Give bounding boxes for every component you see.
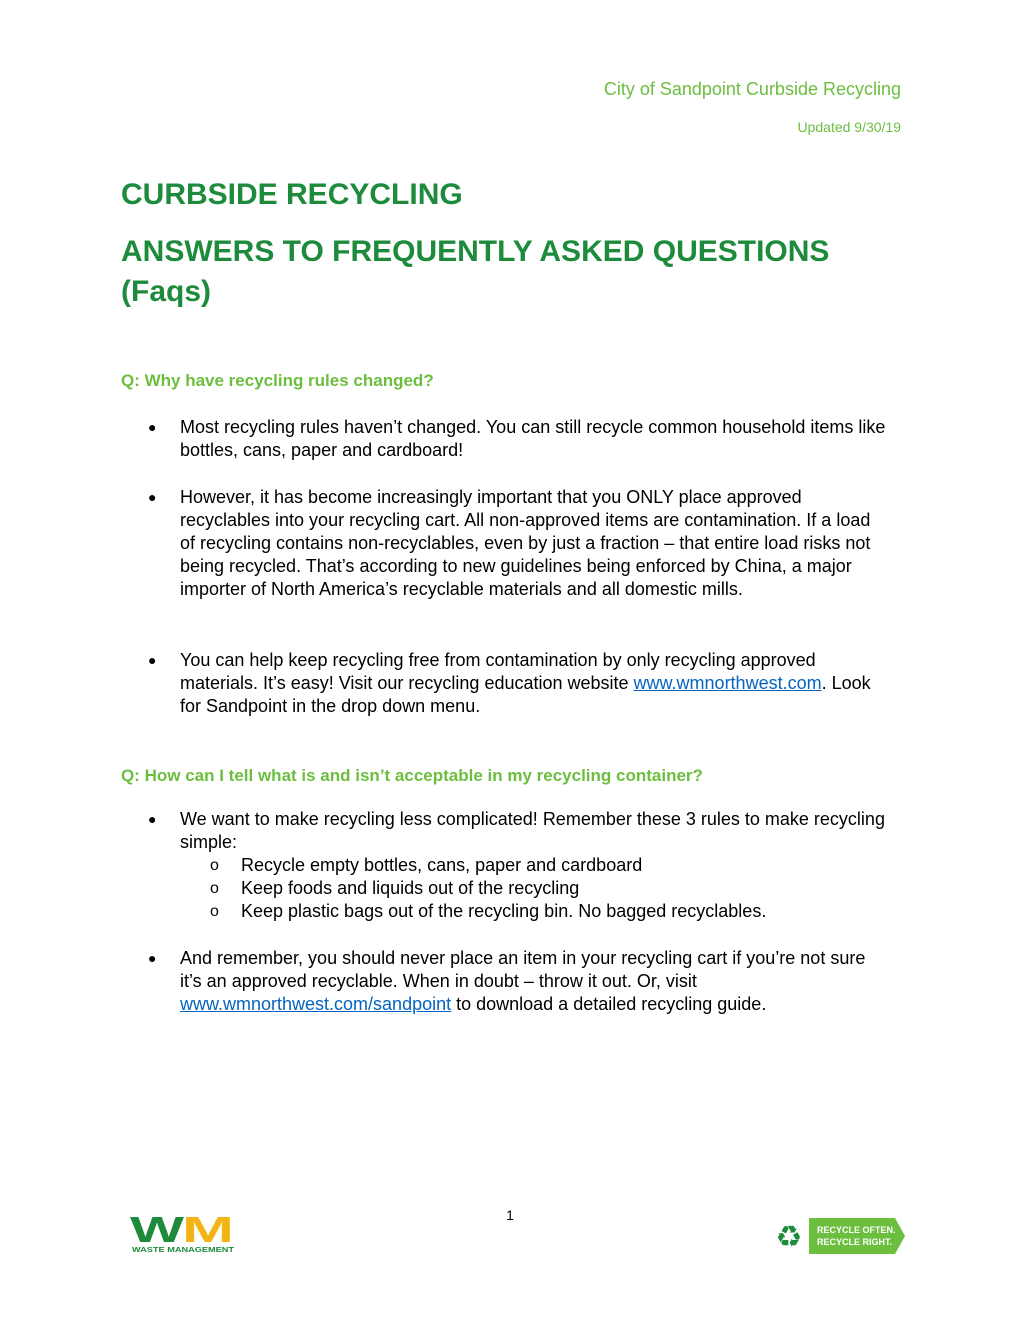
rule-item	[210, 854, 890, 877]
rule-item	[210, 877, 890, 900]
q2-bullet-2-post: to download a detailed recycling guide.	[451, 994, 767, 1014]
bullet-icon: ●	[148, 950, 157, 966]
recycle-icon: ♻	[775, 1220, 803, 1255]
rule-text: Keep plastic bags out of the recycling bin. No bagged recyclables.	[241, 901, 767, 921]
rules-list	[210, 854, 890, 923]
header-title: City of Sandpoint Curbside Recycling	[603, 79, 901, 99]
recycle-often-line1: RECYCLE OFTEN.	[817, 1225, 896, 1235]
rule-item	[210, 900, 890, 923]
recycle-often-line2: RECYCLE RIGHT.	[817, 1237, 893, 1247]
page-subtitle: ANSWERS TO FREQUENTLY ASKED QUESTIONS (Faqs)	[121, 235, 830, 308]
q1-bullet-2-text: However, it has become increasingly important that you ONLY place approved recyclables into your recycling cart. All non-approved items are contamination. If a load of recycling contains non-recyclables, even by just a fraction – that entire load risks not being recycled. That’s according to new guidelines being enforced by China, a major importer of North America’s recyclable materials and all domestic mills.	[180, 487, 871, 599]
circle-bullet-icon: o	[210, 857, 219, 874]
question-1: Q: Why have recycling rules changed?	[121, 371, 434, 390]
bullet-icon: ●	[148, 419, 157, 435]
circle-bullet-icon: o	[210, 880, 219, 897]
bullet-icon: ●	[148, 489, 157, 505]
q1-bullet-3-pre: You can help keep recycling free from contamination by only recycling approved materials. It’s easy! Visit our recycling education website	[180, 650, 816, 693]
bullet-icon: ●	[148, 652, 157, 668]
bullet-icon: ●	[148, 811, 157, 827]
rule-text: Recycle empty bottles, cans, paper and cardboard	[241, 855, 643, 875]
waste-management-logo	[128, 1212, 240, 1254]
wmnorthwest-sandpoint-link[interactable]: www.wmnorthwest.com/sandpoint	[180, 994, 452, 1014]
wm-logo-w: W	[130, 1212, 185, 1250]
recycle-often-logo	[771, 1214, 906, 1258]
q2-bullet-2-pre: And remember, you should never place an item in your recycling cart if you’re not sure it’s an approved recyclable. When in doubt – throw it out. Or, visit	[180, 948, 866, 991]
q1-bullet-1-text: Most recycling rules haven’t changed. You can still recycle common household items like bottles, cans, paper and cardboard!	[180, 417, 886, 460]
q2-bullet-2-text	[180, 947, 888, 1016]
recycle-banner-shape	[809, 1218, 905, 1254]
q1-bullet-3-post: . Look for Sandpoint in the drop down menu.	[180, 673, 871, 716]
q2-bullet-1-text: We want to make recycling less complicated! Remember these 3 rules to make recycling simple:	[180, 809, 885, 852]
wmnorthwest-link[interactable]: www.wmnorthwest.com	[633, 673, 822, 693]
page-title: CURBSIDE RECYCLING	[121, 178, 463, 211]
question-2: Q: How can I tell what is and isn’t acceptable in my recycling container?	[121, 766, 703, 785]
header-updated-date: Updated 9/30/19	[797, 119, 901, 135]
wm-logo-m: M	[182, 1212, 234, 1250]
wm-logo-subtext: WASTE MANAGEMENT	[132, 1247, 235, 1254]
circle-bullet-icon: o	[210, 903, 219, 920]
rule-text: Keep foods and liquids out of the recycling	[241, 878, 580, 898]
q1-bullet-3-text	[180, 649, 888, 718]
page-number: 1	[506, 1207, 514, 1223]
